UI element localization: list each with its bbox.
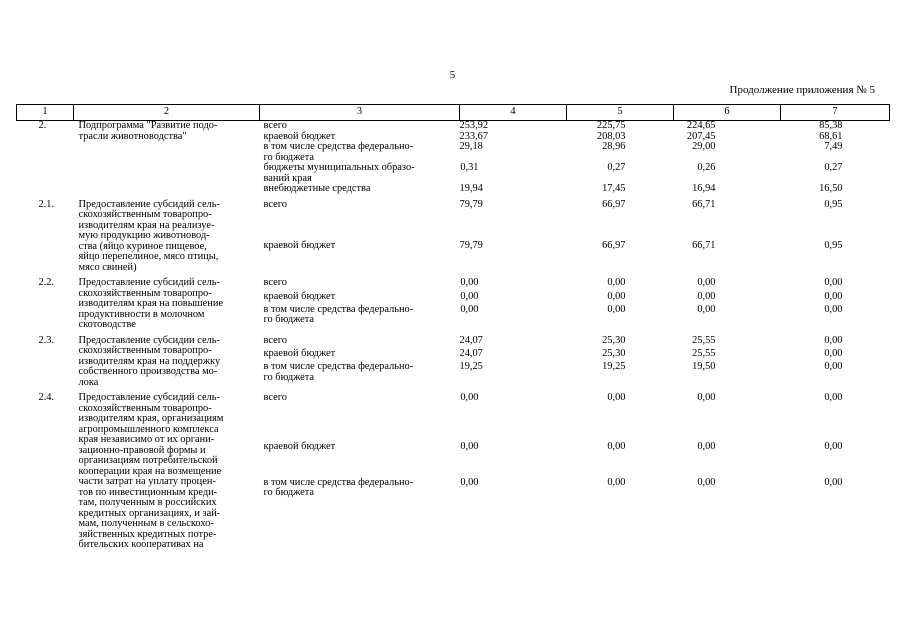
value-col-6: 29,00 xyxy=(692,141,716,152)
row-code: 2. xyxy=(38,120,47,131)
value-col-7: 0,00 xyxy=(824,303,843,315)
value-col-5: 0,00 xyxy=(607,277,626,288)
value-col-7: 0,00 xyxy=(824,392,843,403)
funding-source: всего xyxy=(263,334,287,346)
column-number-row xyxy=(17,105,890,121)
value-col-7: 0,27 xyxy=(824,162,843,173)
value-col-7: 0,95 xyxy=(824,198,843,210)
value-col-4: 233,67 xyxy=(459,130,489,142)
col-header-1: 1 xyxy=(17,105,74,121)
value-col-6: 19,50 xyxy=(692,361,716,373)
value-col-5: 17,45 xyxy=(602,183,626,194)
value-col-7: 85,38 xyxy=(819,120,843,131)
value-col-7: 68,61 xyxy=(819,130,843,142)
value-col-7: 7,49 xyxy=(824,141,843,152)
funding-source: краевой бюджет xyxy=(263,290,336,302)
value-col-7: 0,00 xyxy=(824,440,843,452)
table-row xyxy=(17,273,890,292)
table-row xyxy=(17,195,890,242)
value-col-7: 0,00 xyxy=(824,348,843,360)
col-header-6: 6 xyxy=(674,105,781,121)
continuation-caption: Продолжение приложения № 5 xyxy=(729,84,875,96)
value-col-5: 25,30 xyxy=(602,348,626,360)
value-col-6: 0,26 xyxy=(697,162,716,173)
value-col-6: 66,71 xyxy=(692,240,716,252)
value-col-4: 0,00 xyxy=(460,303,479,315)
program-name: Предоставление субсидии сель- скохозяйственным товаропро- изводителям края на поддержку собственного производства мо- лока xyxy=(78,334,221,388)
page-number: 5 xyxy=(449,69,456,81)
value-col-5: 208,03 xyxy=(596,130,626,142)
value-col-5: 19,25 xyxy=(602,361,626,373)
value-col-5: 28,96 xyxy=(602,141,626,152)
value-col-5: 0,00 xyxy=(607,303,626,315)
value-col-5: 0,00 xyxy=(607,290,626,302)
value-col-4: 24,07 xyxy=(459,348,483,360)
value-col-7: 16,50 xyxy=(819,183,843,194)
program-name: Подпрограмма "Развитие подо- трасли животноводства" xyxy=(78,120,218,142)
col-header-5: 5 xyxy=(567,105,674,121)
funding-source: всего xyxy=(263,120,287,131)
value-col-7: 0,00 xyxy=(824,476,843,488)
value-col-7: 0,95 xyxy=(824,240,843,252)
value-col-5: 0,00 xyxy=(607,476,626,488)
program-name: Предоставление субсидий сель- скохозяйственным товаропро- изводителям края на повышение продуктивности в молочном скотоводстве xyxy=(78,277,224,330)
value-col-6: 66,71 xyxy=(692,198,716,210)
funding-source: всего xyxy=(263,392,287,403)
row-code: 2.1. xyxy=(38,198,55,210)
funding-source: в том числе средства федерально- го бюджета xyxy=(263,361,414,383)
value-col-6: 25,55 xyxy=(692,334,716,346)
funding-source: краевой бюджет xyxy=(263,440,336,452)
table-body xyxy=(17,121,890,551)
funding-source: бюджеты муниципальных образо- ваний края xyxy=(263,162,415,184)
value-col-5: 0,27 xyxy=(607,162,626,173)
value-col-4: 253,92 xyxy=(459,120,489,131)
funding-source: краевой бюджет xyxy=(263,130,336,142)
value-col-7: 0,00 xyxy=(824,290,843,302)
col-header-7: 7 xyxy=(781,105,890,121)
value-col-4: 79,79 xyxy=(459,198,483,210)
table-row xyxy=(17,121,890,132)
table-row xyxy=(17,388,890,442)
row-code: 2.3. xyxy=(38,334,55,346)
value-col-4: 0,00 xyxy=(460,440,479,452)
value-col-6: 0,00 xyxy=(697,290,716,302)
value-col-4: 0,00 xyxy=(460,392,479,403)
value-col-6: 0,00 xyxy=(697,303,716,315)
row-code: 2.2. xyxy=(38,277,55,288)
col-header-4: 4 xyxy=(460,105,567,121)
col-header-3: 3 xyxy=(260,105,460,121)
value-col-4: 29,18 xyxy=(459,141,483,152)
value-col-4: 0,00 xyxy=(460,476,479,488)
value-col-5: 66,97 xyxy=(602,240,626,252)
value-col-7: 0,00 xyxy=(824,277,843,288)
value-col-6: 0,00 xyxy=(697,392,716,403)
funding-source: в том числе средства федерально- го бюджета xyxy=(263,476,414,499)
value-col-6: 0,00 xyxy=(697,440,716,452)
value-col-4: 0,00 xyxy=(460,290,479,302)
value-col-5: 66,97 xyxy=(602,198,626,210)
value-col-5: 225,75 xyxy=(596,120,626,131)
value-col-6: 0,00 xyxy=(697,277,716,288)
value-col-6: 25,55 xyxy=(692,348,716,360)
funding-source: в том числе средства федерально- го бюджета xyxy=(263,303,414,326)
value-col-6: 0,00 xyxy=(697,476,716,488)
funding-source: внебюджетные средства xyxy=(263,183,371,194)
value-col-4: 19,94 xyxy=(459,183,483,194)
funding-source: в том числе средства федерально- го бюджета xyxy=(263,141,414,163)
value-col-5: 25,30 xyxy=(602,334,626,346)
value-col-6: 207,45 xyxy=(686,130,716,142)
value-col-4: 0,00 xyxy=(460,277,479,288)
value-col-6: 16,94 xyxy=(692,183,716,194)
value-col-4: 0,31 xyxy=(460,162,479,173)
row-code: 2.4. xyxy=(38,392,55,403)
budget-table xyxy=(16,104,890,551)
table-row xyxy=(17,331,890,350)
value-col-7: 0,00 xyxy=(824,334,843,346)
value-col-4: 24,07 xyxy=(459,334,483,346)
value-col-4: 79,79 xyxy=(459,240,483,252)
funding-source: всего xyxy=(263,277,287,288)
funding-source: краевой бюджет xyxy=(263,240,336,252)
value-col-4: 19,25 xyxy=(459,361,483,373)
value-col-7: 0,00 xyxy=(824,361,843,373)
program-name: Предоставление субсидий сель- скохозяйственным товаропро- изводителям края на реализуе- мую продукцию животновод- ства (яйцо куриное пищевое, яйцо перепелиное, мясо птицы, мясо свиней) xyxy=(78,198,220,273)
funding-source: краевой бюджет xyxy=(263,348,336,360)
col-header-2: 2 xyxy=(74,105,260,121)
value-col-6: 224,65 xyxy=(686,120,716,131)
value-col-5: 0,00 xyxy=(607,392,626,403)
funding-source: всего xyxy=(263,198,287,210)
program-name: Предоставление субсидий сель- скохозяйственным товаропро- изводителям края, организациям агропромышленного комплекса края независимо от их органи- зационно-правовой формы и организациям потребительской кооперации края на возмещение части затрат на уплату процен- тов по инвестиционным креди- там, полученным в российских кредитных организациях, и зай- мам, полученным в сельскохо- зяйственных кредитных потре- бительских кооперативах на xyxy=(78,392,224,550)
value-col-5: 0,00 xyxy=(607,440,626,452)
